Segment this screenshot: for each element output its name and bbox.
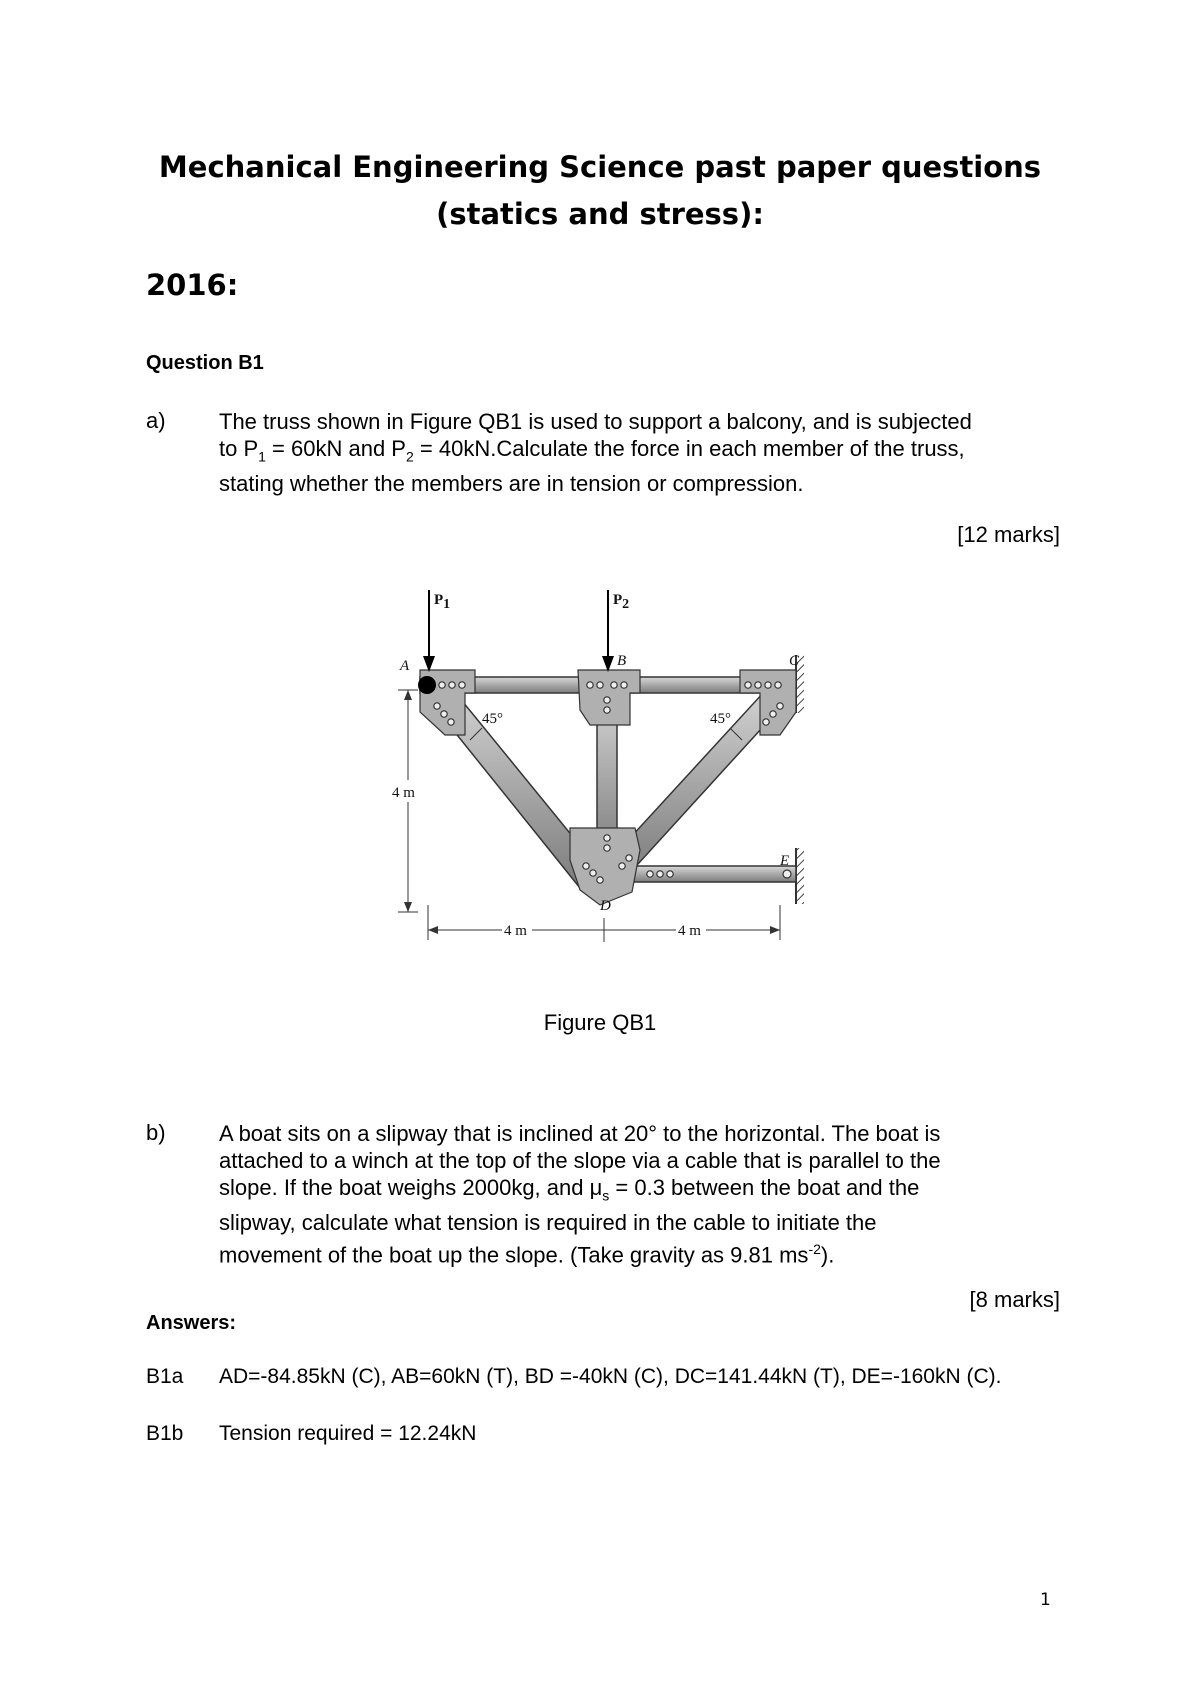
- load-label-p1: P1: [434, 592, 451, 612]
- part-a-line-2-pre: to P: [219, 436, 259, 461]
- angle-label-right: 45°: [710, 711, 731, 727]
- part-a-marks: [12 marks]: [957, 522, 1060, 547]
- gravity-exponent: -2: [808, 1241, 821, 1258]
- dim-height-label: 4 m: [392, 785, 415, 801]
- node-label-d: D: [600, 898, 611, 914]
- node-label-b: B: [617, 653, 627, 669]
- answer-b1a-label: B1a: [146, 1365, 184, 1388]
- page-number: 1: [1040, 1590, 1051, 1610]
- part-b-line-3: [219, 1174, 1069, 1209]
- answer-b1b-label: B1b: [146, 1422, 184, 1445]
- part-b-line-2: attached to a winch at the top of the slope via a cable that is parallel to the: [219, 1148, 941, 1173]
- answers-heading: Answers:: [146, 1312, 237, 1334]
- p1-subscript: 1: [258, 448, 266, 465]
- page-title-line-1: Mechanical Engineering Science past paper questions: [158, 150, 1042, 184]
- part-b-line-5-post: ).: [820, 1242, 835, 1268]
- wall-support-e: [796, 848, 804, 904]
- node-label-c: C: [789, 653, 800, 669]
- part-b-line-5-pre: movement of the boat up the slope. (Take gravity as 9.81 ms: [219, 1242, 809, 1268]
- node-label-e: E: [780, 853, 790, 869]
- part-b-line-1: A boat sits on a slipway that is inclined at 20° to the horizontal. The boat is: [219, 1121, 941, 1146]
- node-label-a: A: [400, 658, 410, 674]
- year-heading: 2016:: [146, 268, 239, 302]
- part-b-line-5: [219, 1236, 1069, 1268]
- part-a-line-1: The truss shown in Figure QB1 is used to support a balcony, and is subjected: [219, 409, 972, 434]
- part-b-line-3-pre: slope. If the boat weighs 2000kg, and μ: [219, 1175, 603, 1200]
- load-label-p2: P2: [613, 592, 630, 612]
- part-b-text: [219, 1120, 1069, 1269]
- part-a-line-2-post: = 40kN.Calculate the force in each member of the truss,: [413, 436, 965, 461]
- part-a-label: a): [146, 408, 166, 433]
- part-b-line-4: slipway, calculate what tension is required in the cable to initiate the: [219, 1210, 877, 1236]
- part-a-line-2-mid: = 60kN and P: [265, 436, 406, 461]
- angle-label-left: 45°: [482, 711, 503, 727]
- mu-subscript: s: [602, 1187, 610, 1204]
- answer-b1a-text: AD=-84.85kN (C), AB=60kN (T), BD =-40kN (C), DC=141.44kN (T), DE=-160kN (C).: [219, 1365, 1002, 1388]
- question-heading: Question B1: [146, 352, 264, 374]
- dim-right-label: 4 m: [678, 923, 701, 939]
- answer-b1b-text: Tension required = 12.24kN: [219, 1422, 477, 1445]
- page-title-line-2: (statics and stress):: [436, 197, 764, 231]
- part-b-line-3-post: = 0.3 between the boat and the: [609, 1175, 920, 1200]
- part-b-label: b): [146, 1120, 166, 1145]
- part-b-marks: [8 marks]: [969, 1287, 1060, 1312]
- dim-left-label: 4 m: [504, 923, 527, 939]
- figure-caption: Figure QB1: [543, 1010, 657, 1035]
- p2-subscript: 2: [405, 448, 414, 465]
- part-a-line-3: stating whether the members are in tension or compression.: [219, 471, 804, 497]
- joint-a-pin: [418, 676, 436, 694]
